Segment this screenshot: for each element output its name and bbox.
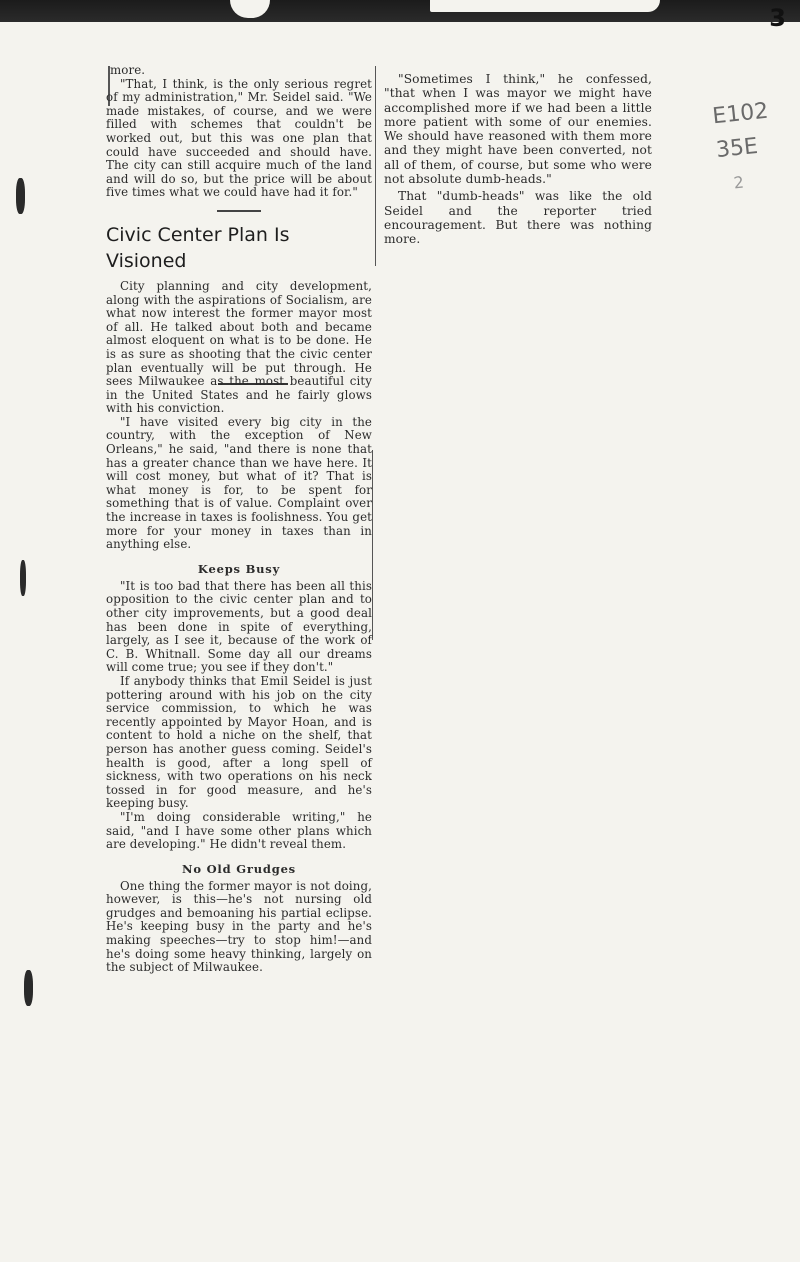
column-rule (372, 450, 373, 640)
binder-hole-mark (16, 178, 25, 214)
article-paragraph: One thing the former mayor is not doing, however, is this—he's not nursing old grudges and bemoaning his partial eclipse. He's keeping busy in the party and he's making speeches—try to stop him!—and he's doing some heavy thinking, largely on the subject of Milwaukee. (106, 878, 372, 975)
section-divider (217, 210, 261, 212)
section-headline: Civic Center Plan Is Visioned (106, 223, 290, 272)
article-paragraph: "It is too bad that there has been all this opposition to the civic center plan and to other city improvements, but a good deal has been done in spite of everything, largely, as I see it, because of the work of C. B. Whitnall. Some day all our dreams will come true; you see if they don't." (106, 578, 372, 675)
article-paragraph: more. (110, 63, 146, 77)
scan-top-edge (0, 0, 800, 22)
page-number: 3 (769, 4, 786, 32)
article-paragraph: "I'm doing considerable writing," he said, "and I have some other plans which are developing." He didn't reveal them. (106, 809, 372, 852)
article-paragraph: That "dumb-heads" was like the old Seidel and the reporter tried encouragement. But there was nothing more. (384, 189, 652, 247)
binder-hole-mark (24, 970, 33, 1006)
margin-note-line: 2 (732, 172, 745, 193)
article-paragraph: If anybody thinks that Emil Seidel is just pottering around with his job on the city service commission, to which he was recently appointed by Mayor Hoan, and is content to hold a niche on the shelf, that person has another guess coming. Seidel's health is good, after a long spell of sickness, with two operations on his neck tossed in for good measure, and he's keeping busy. (106, 673, 372, 811)
binder-hole-mark (20, 560, 26, 596)
subheading: No Old Grudges (182, 861, 296, 876)
handwritten-margin-note (711, 92, 800, 202)
column-rule (375, 66, 376, 266)
scan-tear (230, 0, 270, 18)
article-paragraph: "Sometimes I think," he confessed, "that when I was mayor we might have accomplished more if we had been a little more patient with some of our enemies. We should have reasoned with them more and they might have been converted, not all of them, of course, but some who were not absolute dumb-heads." (384, 72, 652, 187)
article-paragraph: "That, I think, is the only serious regret of my administration," Mr. Seidel said. "We made mistakes, of course, and we were filled with schemes that couldn't be worked out, but this was one plan that could have succeeded and should have. The city can still acquire much of the land and will do so, but the price will be about five times what we could have had it for." (106, 76, 372, 200)
article-paragraph: "I have visited every big city in the country, with the exception of New Orleans," he said, "and there is none that has a greater chance than we have here. It will cost money, but what of it? That is what money is for, to be spent for something that is of value. Complaint over the increase in taxes is foolishness. You get more for your money in taxes than in anything else. (106, 414, 372, 552)
left-article-column (106, 64, 372, 975)
margin-note-line: 35E (714, 133, 760, 164)
scan-tear (430, 0, 660, 12)
margin-note-line: E102 (711, 98, 770, 130)
subheading: Keeps Busy (197, 561, 281, 576)
article-paragraph: City planning and city development, along with the aspirations of Socialism, are what now interest the former mayor most of all. He talked about both and became almost eloquent on what is to be done. He is as sure as shooting that the civic center plan eventually will be put through. He sees Milwaukee as the most beautiful city in the United States and he fairly glows with his conviction. (106, 278, 372, 416)
right-article-column (384, 72, 652, 247)
